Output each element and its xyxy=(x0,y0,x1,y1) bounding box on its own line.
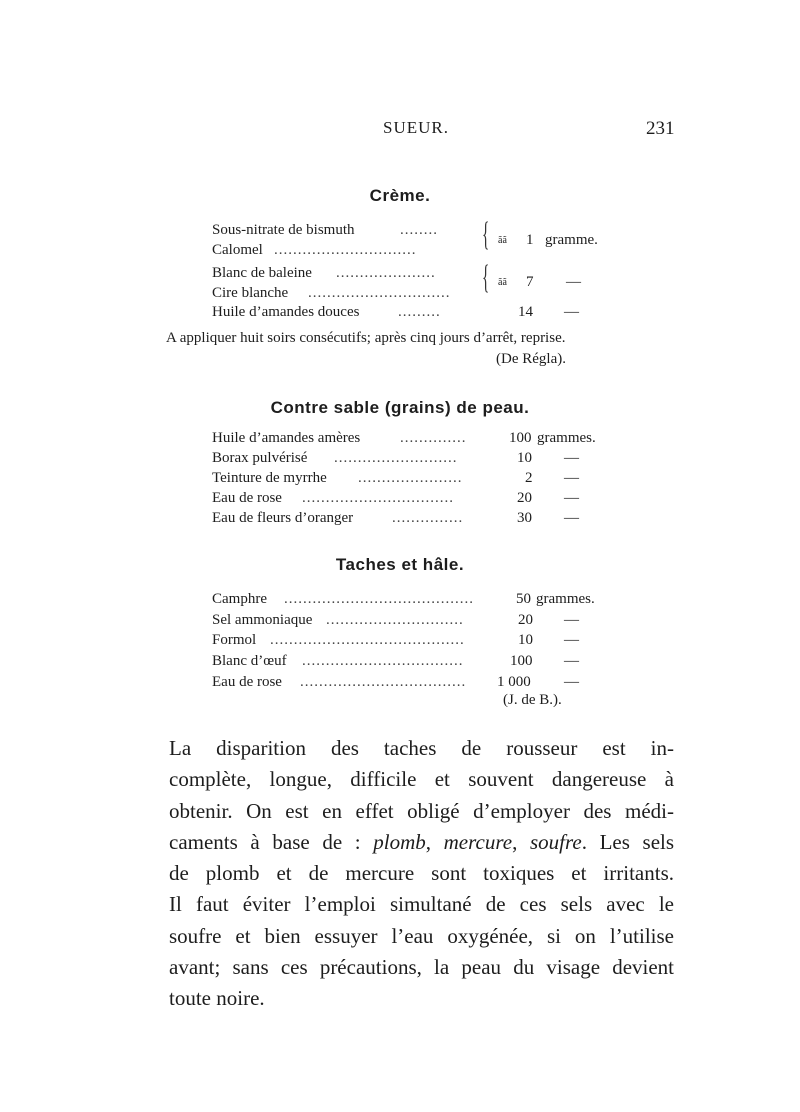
ingredient-name: Teinture de myrrhe xyxy=(212,470,327,486)
text-run: . Les sels xyxy=(581,829,675,854)
ingredient-row xyxy=(212,428,632,448)
ingredient-row xyxy=(212,672,632,692)
ingredient-unit: — xyxy=(564,450,579,466)
ingredient-name: Eau de rose xyxy=(212,674,282,690)
ingredient-quantity: 100 xyxy=(510,653,533,669)
leader-dots: ......................................... xyxy=(270,632,465,648)
running-head xyxy=(0,118,800,142)
ingredient-name: Calomel xyxy=(212,242,263,258)
ana-mark: ãã xyxy=(498,235,507,246)
leader-dots: ............................. xyxy=(326,612,464,628)
ingredient-unit: — xyxy=(564,510,579,526)
ingredient-name: Camphre xyxy=(212,591,267,607)
ingredient-quantity: 30 xyxy=(517,510,532,526)
brace: { xyxy=(482,216,490,253)
section-heading-sable: Contre sable (grains) de peau. xyxy=(270,398,530,417)
text-run: , xyxy=(512,829,530,854)
ingredient-row xyxy=(212,630,632,650)
paragraph-line: avant; sans ces précautions, la peau du visage devient xyxy=(169,955,674,980)
ingredient-row xyxy=(212,651,632,671)
ingredient-row xyxy=(212,488,632,508)
leader-dots: ........................................ xyxy=(284,591,474,607)
ingredient-unit: — xyxy=(564,632,579,648)
paragraph-line: de plomb et de mercure sont toxiques et irritants. xyxy=(169,861,674,886)
leader-dots: ........ xyxy=(400,222,438,238)
ana-mark: ãã xyxy=(498,277,507,288)
leader-dots: .................................. xyxy=(302,653,464,669)
ingredient-row xyxy=(212,589,632,609)
ingredient-quantity: 20 xyxy=(518,612,533,628)
brace: { xyxy=(482,259,490,296)
ingredient-name: Formol xyxy=(212,632,257,648)
leader-dots: ................................... xyxy=(300,674,467,690)
ingredient-quantity: 10 xyxy=(517,450,532,466)
ingredient-name: Huile d’amandes douces xyxy=(212,304,360,320)
italic-term: mercure xyxy=(443,829,513,854)
leader-dots: ......... xyxy=(398,304,441,320)
ingredient-unit: — xyxy=(564,612,579,628)
ingredient-quantity: 50 xyxy=(516,591,531,607)
leader-dots: .............................. xyxy=(274,242,417,258)
ingredient-row xyxy=(212,240,492,260)
ingredient-row xyxy=(212,220,492,240)
text-run: , xyxy=(425,829,444,854)
ingredient-unit: grammes. xyxy=(536,591,595,607)
ingredient-row xyxy=(212,263,492,283)
ingredient-quantity: 1 000 xyxy=(497,674,531,690)
leader-dots: ................................ xyxy=(302,490,454,506)
body-paragraph xyxy=(169,733,674,1015)
paragraph-line xyxy=(169,827,674,858)
ingredient-unit: — xyxy=(564,674,579,690)
leader-dots: ...................... xyxy=(358,470,463,486)
ingredient-name: Blanc d’œuf xyxy=(212,653,287,669)
leader-dots: .............. xyxy=(400,430,467,446)
brace-unit: gramme. xyxy=(545,232,598,248)
leader-dots: ..................... xyxy=(336,265,436,281)
ingredient-quantity: 20 xyxy=(517,490,532,506)
ingredient-name: Borax pulvérisé xyxy=(212,450,308,466)
paragraph-line: obtenir. On est en effet obligé d’employer des médi- xyxy=(169,798,674,823)
ingredient-name: Blanc de baleine xyxy=(212,265,312,281)
running-title: SUEUR. xyxy=(383,118,449,137)
ingredient-quantity: 2 xyxy=(525,470,533,486)
brace-unit: — xyxy=(566,274,581,290)
ingredient-row xyxy=(212,468,632,488)
source-citation: (J. de B.). xyxy=(503,692,562,708)
leader-dots: ............... xyxy=(392,510,464,526)
text-run: caments à base de : xyxy=(169,829,374,854)
ingredient-name: Sel ammoniaque xyxy=(212,612,313,628)
ingredient-row xyxy=(212,610,632,630)
paragraph-line: complète, longue, difficile et souvent dangereuse à xyxy=(169,767,674,792)
page-number: 231 xyxy=(646,118,675,139)
ingredient-quantity: 14 xyxy=(518,304,533,320)
italic-term: plomb xyxy=(373,829,426,854)
ingredient-row xyxy=(212,508,632,528)
paragraph-line: soufre et bien essuyer l’eau oxygénée, si on l’utilise xyxy=(169,923,674,948)
ingredient-row xyxy=(212,302,592,322)
usage-note: A appliquer huit soirs consécutifs; après cinq jours d’arrêt, reprise. xyxy=(166,330,566,346)
ingredient-name: Sous-nitrate de bismuth xyxy=(212,222,355,238)
ingredient-unit: — xyxy=(564,490,579,506)
section-heading-creme: Crème. xyxy=(369,186,431,205)
italic-term: soufre xyxy=(529,829,582,854)
paragraph-line: toute noire. xyxy=(169,986,265,1011)
ingredient-unit: — xyxy=(564,470,579,486)
section-heading-taches: Taches et hâle. xyxy=(335,555,465,574)
ingredient-row xyxy=(212,448,632,468)
source-citation: (De Régla). xyxy=(496,351,566,367)
ingredient-unit: — xyxy=(564,304,579,320)
leader-dots: .......................... xyxy=(334,450,458,466)
ingredient-row xyxy=(212,283,492,303)
ingredient-name: Eau de fleurs d’oranger xyxy=(212,510,354,526)
ingredient-name: Eau de rose xyxy=(212,490,282,506)
ingredient-quantity: 100 xyxy=(509,430,532,446)
paragraph-line: La disparition des taches de rousseur est in- xyxy=(169,736,674,760)
brace-quantity: 1 xyxy=(526,232,534,248)
ingredient-quantity: 10 xyxy=(518,632,533,648)
leader-dots: .............................. xyxy=(308,285,451,301)
paragraph-line: Il faut éviter l’emploi simultané de ces sels avec le xyxy=(169,892,674,917)
ingredient-name: Cire blanche xyxy=(212,285,289,301)
brace-quantity: 7 xyxy=(526,274,534,290)
ingredient-unit: — xyxy=(564,653,579,669)
ingredient-name: Huile d’amandes amères xyxy=(212,430,361,446)
ingredient-unit: grammes. xyxy=(537,430,596,446)
